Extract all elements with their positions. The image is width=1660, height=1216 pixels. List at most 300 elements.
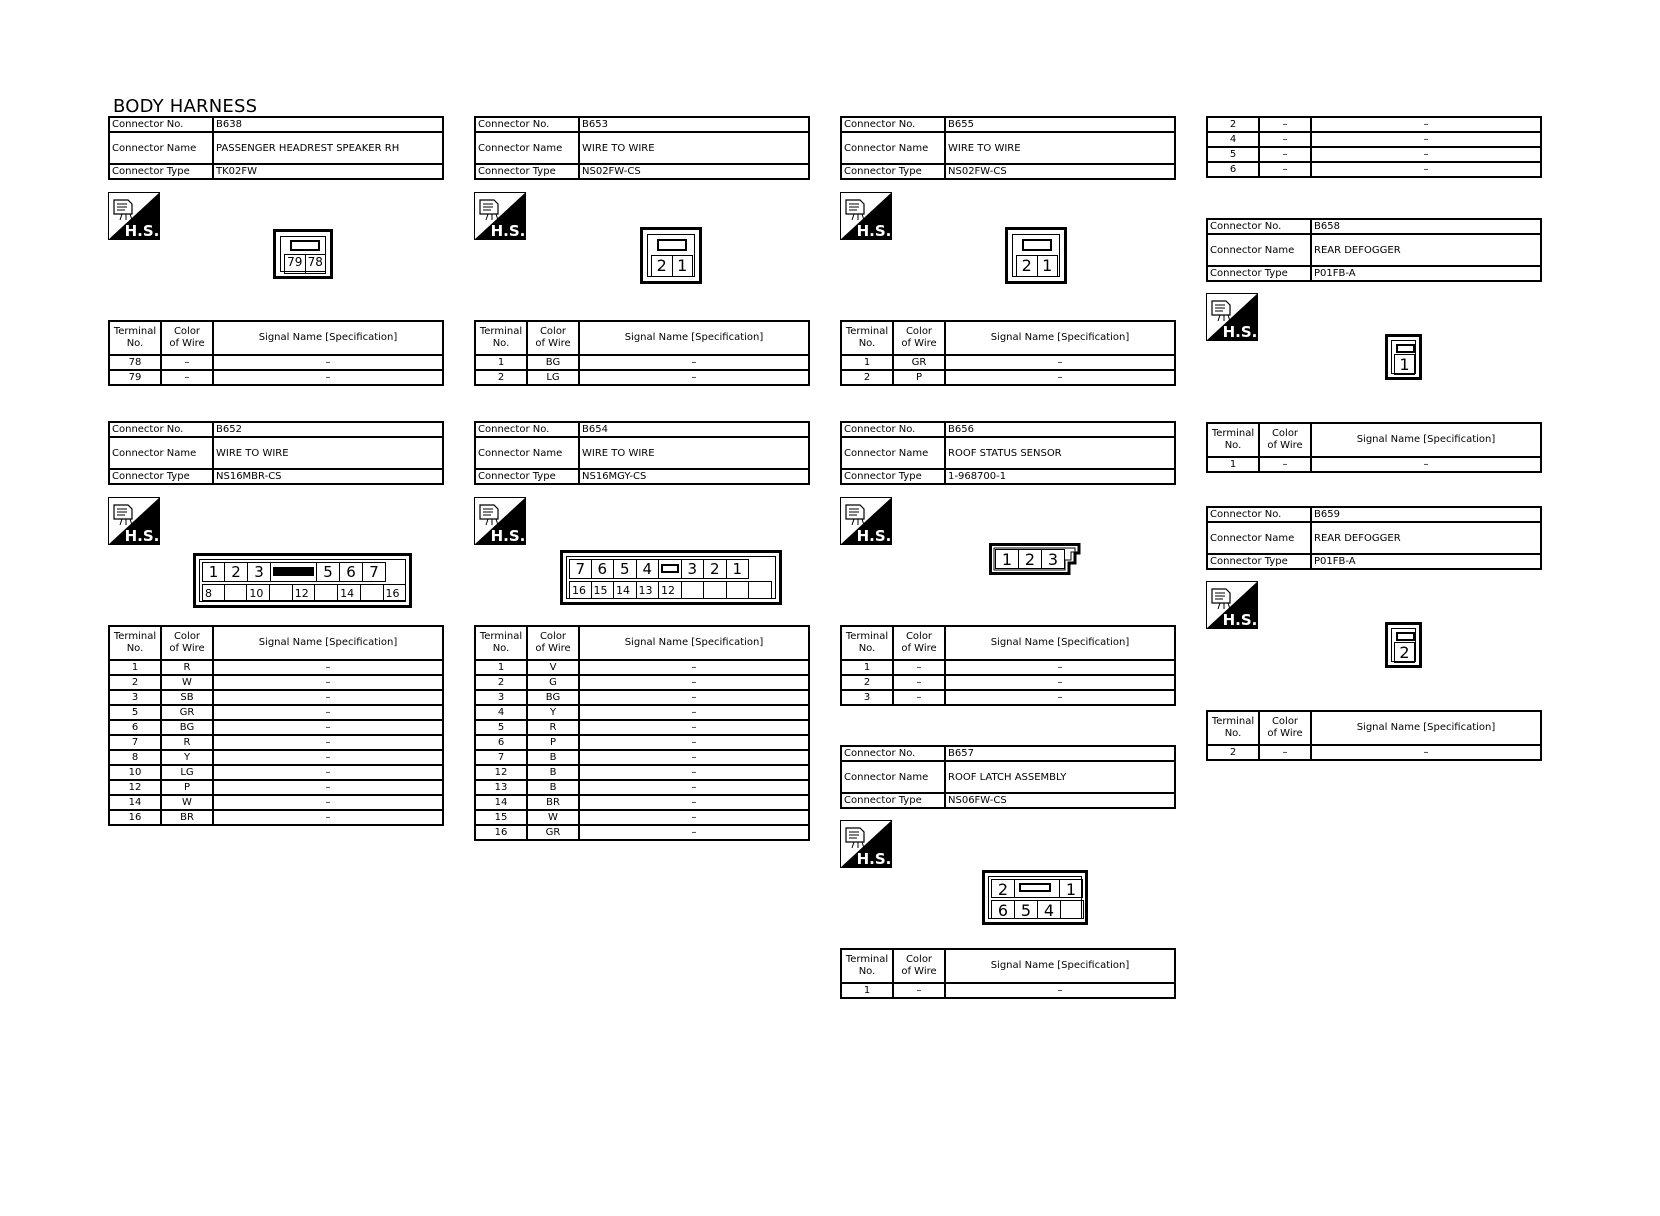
connector-name-value: WIRE TO WIRE bbox=[213, 437, 443, 469]
terminal-cell: 12 bbox=[475, 765, 527, 780]
table-row bbox=[841, 983, 1175, 998]
pin-label: 1 bbox=[727, 559, 750, 579]
col-color: Color of Wire bbox=[527, 626, 579, 660]
connector-type-value: P01FB-A bbox=[1311, 266, 1541, 281]
connector-type-value: 1-968700-1 bbox=[945, 469, 1175, 484]
terminal-cell: 2 bbox=[841, 675, 893, 690]
col-terminal: Terminal No. bbox=[109, 626, 161, 660]
connector-name-value: WIRE TO WIRE bbox=[945, 132, 1175, 164]
pin-label: 16 bbox=[384, 584, 407, 601]
pin-label: 2 bbox=[704, 559, 727, 579]
connector-name-label: Connector Name bbox=[841, 132, 945, 164]
wire-color-cell: R bbox=[527, 720, 579, 735]
wire-color-cell: Y bbox=[161, 750, 213, 765]
table-row bbox=[841, 370, 1175, 385]
terminal-cell: 79 bbox=[109, 370, 161, 385]
hs-badge-text: H.S. bbox=[1222, 611, 1258, 629]
col-color: Color of Wire bbox=[527, 321, 579, 355]
connector-no-value: B659 bbox=[1311, 507, 1541, 522]
terminal-table-b657 bbox=[840, 948, 1176, 999]
pin-label: 2 bbox=[991, 879, 1015, 898]
pin-label: 1 bbox=[202, 562, 225, 582]
pin-label: 1 bbox=[1042, 256, 1053, 275]
wire-color-cell: W bbox=[527, 810, 579, 825]
col-signal: Signal Name [Specification] bbox=[1311, 423, 1541, 457]
connector-no-label: Connector No. bbox=[841, 422, 945, 437]
terminal-cell: 6 bbox=[475, 735, 527, 750]
connector-type-label: Connector Type bbox=[841, 469, 945, 484]
signal-cell: – bbox=[213, 675, 443, 690]
terminal-cell: 1 bbox=[475, 355, 527, 370]
table-row bbox=[841, 355, 1175, 370]
signal-cell: – bbox=[945, 370, 1175, 385]
terminal-cell: 3 bbox=[109, 690, 161, 705]
col-signal: Signal Name [Specification] bbox=[213, 626, 443, 660]
terminal-cell: 3 bbox=[841, 690, 893, 705]
signal-cell: – bbox=[579, 825, 809, 840]
connector-b652-face bbox=[193, 553, 412, 608]
table-row bbox=[109, 690, 443, 705]
connector-name-label: Connector Name bbox=[109, 437, 213, 469]
table-row bbox=[109, 735, 443, 750]
connector-type-label: Connector Type bbox=[841, 793, 945, 808]
pin-label: 3 bbox=[248, 562, 271, 582]
signal-cell: – bbox=[579, 355, 809, 370]
connector-b658-info bbox=[1206, 218, 1542, 282]
table-row bbox=[1207, 162, 1541, 177]
connector-b657-info bbox=[840, 745, 1176, 809]
connector-name-value: ROOF STATUS SENSOR bbox=[945, 437, 1175, 469]
terminal-table-b658 bbox=[1206, 422, 1542, 473]
connector-no-label: Connector No. bbox=[109, 422, 213, 437]
col-terminal: Terminal No. bbox=[1207, 423, 1259, 457]
wire-color-cell: BG bbox=[527, 690, 579, 705]
terminal-cell: 5 bbox=[1207, 147, 1259, 162]
hs-badge-text: H.S. bbox=[490, 527, 526, 545]
connector-name-value: WIRE TO WIRE bbox=[579, 437, 809, 469]
wire-color-cell: BR bbox=[161, 810, 213, 825]
connector-b653-info bbox=[474, 116, 810, 180]
connector-type-value: P01FB-A bbox=[1311, 554, 1541, 569]
connector-type-value: NS02FW-CS bbox=[579, 164, 809, 179]
connector-b638-face bbox=[273, 229, 333, 279]
table-row bbox=[1207, 745, 1541, 760]
col-terminal: Terminal No. bbox=[841, 949, 893, 983]
table-row bbox=[1207, 457, 1541, 472]
wire-color-cell: B bbox=[527, 780, 579, 795]
connector-name-value: REAR DEFOGGER bbox=[1311, 234, 1541, 266]
connector-key bbox=[1015, 879, 1060, 898]
wire-color-cell: – bbox=[1259, 745, 1311, 760]
terminal-cell: 4 bbox=[475, 705, 527, 720]
pin-label: 14 bbox=[614, 581, 637, 599]
table-row bbox=[109, 750, 443, 765]
table-row bbox=[475, 735, 809, 750]
col-terminal: Terminal No. bbox=[1207, 711, 1259, 745]
connector-pin-row-bottom bbox=[569, 581, 772, 599]
signal-cell: – bbox=[213, 660, 443, 675]
connector-no-value: B653 bbox=[579, 117, 809, 132]
connector-no-value: B654 bbox=[579, 422, 809, 437]
table-row bbox=[109, 660, 443, 675]
wire-color-cell: R bbox=[161, 735, 213, 750]
wire-color-cell: – bbox=[161, 355, 213, 370]
connector-type-value: NS16MBR-CS bbox=[213, 469, 443, 484]
col-signal: Signal Name [Specification] bbox=[579, 321, 809, 355]
pin-label: 5 bbox=[614, 559, 637, 579]
pin-empty bbox=[315, 584, 338, 601]
hs-badge-text: H.S. bbox=[124, 527, 160, 545]
wire-color-cell: P bbox=[527, 735, 579, 750]
table-row bbox=[475, 795, 809, 810]
connector-b655-face bbox=[1005, 227, 1067, 284]
signal-cell: – bbox=[1311, 147, 1541, 162]
pin-label: 7 bbox=[363, 562, 386, 582]
col-terminal: Terminal No. bbox=[841, 626, 893, 660]
connector-b654-face bbox=[560, 550, 782, 605]
table-row bbox=[109, 810, 443, 825]
table-row bbox=[475, 765, 809, 780]
signal-cell: – bbox=[213, 795, 443, 810]
table-row bbox=[109, 355, 443, 370]
pin-label: 5 bbox=[1015, 900, 1038, 919]
wire-color-cell: – bbox=[1259, 457, 1311, 472]
connector-b659-info bbox=[1206, 506, 1542, 570]
col-terminal: Terminal No. bbox=[841, 321, 893, 355]
col-color: Color of Wire bbox=[1259, 423, 1311, 457]
table-row bbox=[1207, 147, 1541, 162]
harness-side-icon bbox=[1206, 581, 1258, 629]
wire-color-cell: W bbox=[161, 795, 213, 810]
terminal-cell: 12 bbox=[109, 780, 161, 795]
pin-label: 2 bbox=[652, 256, 673, 276]
connector-name-label: Connector Name bbox=[841, 761, 945, 793]
connector-b658-face bbox=[1385, 334, 1422, 380]
terminal-cell: 1 bbox=[1207, 457, 1259, 472]
connector-b653-face bbox=[640, 227, 702, 284]
signal-cell: – bbox=[579, 810, 809, 825]
wire-color-cell: – bbox=[1259, 147, 1311, 162]
wire-color-cell: LG bbox=[527, 370, 579, 385]
terminal-cell: 10 bbox=[109, 765, 161, 780]
connector-type-label: Connector Type bbox=[475, 164, 579, 179]
connector-pin-row-bottom bbox=[202, 584, 406, 601]
connector-b654-info bbox=[474, 421, 810, 485]
hs-badge-text: H.S. bbox=[856, 222, 892, 240]
pin-empty bbox=[727, 581, 750, 599]
table-row bbox=[475, 675, 809, 690]
terminal-cell: 4 bbox=[1207, 132, 1259, 147]
signal-cell: – bbox=[579, 750, 809, 765]
table-row bbox=[109, 705, 443, 720]
connector-b659-face bbox=[1385, 622, 1422, 668]
terminal-table-b656 bbox=[840, 625, 1176, 706]
harness-side-icon bbox=[840, 497, 892, 545]
hs-badge-text: H.S. bbox=[856, 850, 892, 868]
terminal-cell: 6 bbox=[1207, 162, 1259, 177]
connector-b656-info bbox=[840, 421, 1176, 485]
connector-no-value: B638 bbox=[213, 117, 443, 132]
signal-cell: – bbox=[945, 983, 1175, 998]
pin-empty bbox=[225, 584, 248, 601]
terminal-table-b655 bbox=[840, 320, 1176, 386]
signal-cell: – bbox=[213, 765, 443, 780]
pin-label: 3 bbox=[1042, 549, 1065, 569]
col-color: Color of Wire bbox=[1259, 711, 1311, 745]
connector-type-label: Connector Type bbox=[475, 469, 579, 484]
connector-type-label: Connector Type bbox=[1207, 554, 1311, 569]
connector-no-label: Connector No. bbox=[1207, 507, 1311, 522]
col-color: Color of Wire bbox=[161, 321, 213, 355]
terminal-cell: 2 bbox=[1207, 745, 1259, 760]
col-color: Color of Wire bbox=[893, 626, 945, 660]
connector-no-label: Connector No. bbox=[109, 117, 213, 132]
wire-color-cell: – bbox=[161, 370, 213, 385]
wire-color-cell: – bbox=[1259, 162, 1311, 177]
terminal-cell: 1 bbox=[109, 660, 161, 675]
connector-name-value: PASSENGER HEADREST SPEAKER RH bbox=[213, 132, 443, 164]
wire-color-cell: GR bbox=[893, 355, 945, 370]
connector-b652-info bbox=[108, 421, 444, 485]
pin-label: 79 bbox=[285, 255, 306, 273]
col-color: Color of Wire bbox=[893, 321, 945, 355]
signal-cell: – bbox=[213, 810, 443, 825]
col-signal: Signal Name [Specification] bbox=[213, 321, 443, 355]
connector-b656-face bbox=[989, 543, 1081, 575]
table-row bbox=[475, 355, 809, 370]
signal-cell: – bbox=[579, 765, 809, 780]
connector-name-label: Connector Name bbox=[475, 132, 579, 164]
terminal-cell: 15 bbox=[475, 810, 527, 825]
hs-badge-text: H.S. bbox=[856, 527, 892, 545]
connector-no-label: Connector No. bbox=[841, 746, 945, 761]
terminal-cell: 5 bbox=[109, 705, 161, 720]
terminal-cell: 1 bbox=[841, 983, 893, 998]
connector-no-value: B652 bbox=[213, 422, 443, 437]
pin-label: 78 bbox=[307, 255, 323, 269]
terminal-cell: 16 bbox=[109, 810, 161, 825]
connector-no-label: Connector No. bbox=[475, 117, 579, 132]
pin-empty bbox=[682, 581, 705, 599]
wire-color-cell: – bbox=[893, 675, 945, 690]
harness-side-icon bbox=[1206, 293, 1258, 341]
pin-empty bbox=[270, 584, 293, 601]
page-title: BODY HARNESS bbox=[113, 96, 258, 117]
table-row bbox=[109, 765, 443, 780]
pin-label: 16 bbox=[569, 581, 592, 599]
signal-cell: – bbox=[213, 720, 443, 735]
terminal-cell: 1 bbox=[475, 660, 527, 675]
connector-pin-row-top bbox=[569, 559, 749, 579]
pin-label: 7 bbox=[569, 559, 592, 579]
harness-side-icon bbox=[840, 192, 892, 240]
connector-name-value: WIRE TO WIRE bbox=[579, 132, 809, 164]
signal-cell: – bbox=[945, 675, 1175, 690]
wire-color-cell: GR bbox=[161, 705, 213, 720]
harness-side-icon bbox=[840, 820, 892, 868]
table-row bbox=[475, 750, 809, 765]
col-signal: Signal Name [Specification] bbox=[1311, 711, 1541, 745]
col-color: Color of Wire bbox=[893, 949, 945, 983]
connector-type-value: NS16MGY-CS bbox=[579, 469, 809, 484]
connector-no-label: Connector No. bbox=[1207, 219, 1311, 234]
pin-empty bbox=[361, 584, 384, 601]
pin-label: 1 bbox=[677, 256, 688, 275]
terminal-cell: 14 bbox=[109, 795, 161, 810]
signal-cell: – bbox=[579, 705, 809, 720]
pin-label: 1 bbox=[995, 549, 1019, 569]
signal-cell: – bbox=[213, 735, 443, 750]
wire-color-cell: B bbox=[527, 750, 579, 765]
signal-cell: – bbox=[579, 780, 809, 795]
harness-side-icon bbox=[108, 497, 160, 545]
pin-label: 2 bbox=[1017, 256, 1038, 276]
terminal-cell: 7 bbox=[475, 750, 527, 765]
pin-label: 8 bbox=[202, 584, 225, 601]
connector-no-label: Connector No. bbox=[475, 422, 579, 437]
terminal-table-b654 bbox=[474, 625, 810, 841]
table-row bbox=[1207, 117, 1541, 132]
pin-label: 6 bbox=[592, 559, 615, 579]
wire-color-cell: G bbox=[527, 675, 579, 690]
signal-cell: – bbox=[213, 750, 443, 765]
table-row bbox=[109, 675, 443, 690]
pin-label: 2 bbox=[1019, 549, 1042, 569]
signal-cell: – bbox=[579, 735, 809, 750]
pin-label: 10 bbox=[247, 584, 270, 601]
connector-type-value: NS02FW-CS bbox=[945, 164, 1175, 179]
signal-cell: – bbox=[213, 780, 443, 795]
hs-badge-text: H.S. bbox=[490, 222, 526, 240]
terminal-table-b659 bbox=[1206, 710, 1542, 761]
connector-name-value: ROOF LATCH ASSEMBLY bbox=[945, 761, 1175, 793]
connector-no-value: B657 bbox=[945, 746, 1175, 761]
table-row bbox=[475, 825, 809, 840]
connector-type-label: Connector Type bbox=[109, 469, 213, 484]
terminal-cell: 1 bbox=[841, 355, 893, 370]
wire-color-cell: BR bbox=[527, 795, 579, 810]
signal-cell: – bbox=[1311, 132, 1541, 147]
signal-cell: – bbox=[945, 660, 1175, 675]
signal-cell: – bbox=[1311, 162, 1541, 177]
terminal-cell: 2 bbox=[1207, 117, 1259, 132]
pin-label: 3 bbox=[682, 559, 705, 579]
pin-label: 13 bbox=[637, 581, 660, 599]
connector-no-label: Connector No. bbox=[841, 117, 945, 132]
wire-color-cell: P bbox=[161, 780, 213, 795]
signal-cell: – bbox=[579, 795, 809, 810]
terminal-table-b653 bbox=[474, 320, 810, 386]
signal-cell: – bbox=[1311, 117, 1541, 132]
wire-color-cell: BG bbox=[527, 355, 579, 370]
table-row bbox=[475, 705, 809, 720]
pin-label: 12 bbox=[659, 581, 682, 599]
pin-label: 4 bbox=[1038, 900, 1061, 919]
table-row bbox=[841, 675, 1175, 690]
signal-cell: – bbox=[579, 660, 809, 675]
col-signal: Signal Name [Specification] bbox=[945, 626, 1175, 660]
wire-color-cell: – bbox=[893, 690, 945, 705]
table-row bbox=[475, 660, 809, 675]
connector-name-label: Connector Name bbox=[841, 437, 945, 469]
pin-empty bbox=[749, 581, 772, 599]
pin-empty bbox=[1061, 900, 1084, 919]
terminal-cell: 2 bbox=[109, 675, 161, 690]
connector-name-label: Connector Name bbox=[109, 132, 213, 164]
connector-type-label: Connector Type bbox=[841, 164, 945, 179]
connector-name-label: Connector Name bbox=[1207, 234, 1311, 266]
connector-name-value: REAR DEFOGGER bbox=[1311, 522, 1541, 554]
connector-name-label: Connector Name bbox=[1207, 522, 1311, 554]
terminal-cell: 8 bbox=[109, 750, 161, 765]
signal-cell: – bbox=[213, 355, 443, 370]
col-signal: Signal Name [Specification] bbox=[945, 321, 1175, 355]
wire-color-cell: Y bbox=[527, 705, 579, 720]
connector-no-value: B658 bbox=[1311, 219, 1541, 234]
terminal-cell: 6 bbox=[109, 720, 161, 735]
pin-label: 5 bbox=[317, 562, 340, 582]
connector-key bbox=[659, 559, 682, 579]
connector-type-value: NS06FW-CS bbox=[945, 793, 1175, 808]
connector-b655-info bbox=[840, 116, 1176, 180]
wire-color-cell: – bbox=[893, 983, 945, 998]
terminal-cell: 16 bbox=[475, 825, 527, 840]
wire-color-cell: – bbox=[1259, 117, 1311, 132]
table-row bbox=[109, 370, 443, 385]
connector-name-label: Connector Name bbox=[475, 437, 579, 469]
table-row bbox=[1207, 132, 1541, 147]
table-row bbox=[109, 780, 443, 795]
table-row bbox=[109, 720, 443, 735]
wire-color-cell: SB bbox=[161, 690, 213, 705]
col-signal: Signal Name [Specification] bbox=[945, 949, 1175, 983]
pin-label: 14 bbox=[338, 584, 361, 601]
terminal-cell: 78 bbox=[109, 355, 161, 370]
harness-side-icon bbox=[474, 192, 526, 240]
terminal-cell: 2 bbox=[841, 370, 893, 385]
terminal-cell: 14 bbox=[475, 795, 527, 810]
connector-type-label: Connector Type bbox=[1207, 266, 1311, 281]
hs-badge-text: H.S. bbox=[124, 222, 160, 240]
connector-key bbox=[271, 562, 317, 582]
table-row bbox=[475, 780, 809, 795]
table-row bbox=[475, 370, 809, 385]
terminal-cell: 1 bbox=[841, 660, 893, 675]
col-terminal: Terminal No. bbox=[109, 321, 161, 355]
connector-type-value: TK02FW bbox=[213, 164, 443, 179]
pin-label: 15 bbox=[592, 581, 615, 599]
table-row bbox=[475, 690, 809, 705]
signal-cell: – bbox=[213, 370, 443, 385]
signal-cell: – bbox=[213, 705, 443, 720]
col-terminal: Terminal No. bbox=[475, 321, 527, 355]
connector-type-label: Connector Type bbox=[109, 164, 213, 179]
connector-b657-face bbox=[982, 870, 1088, 925]
wire-color-cell: – bbox=[893, 660, 945, 675]
signal-cell: – bbox=[945, 355, 1175, 370]
table-row bbox=[475, 810, 809, 825]
connector-b638-info bbox=[108, 116, 444, 180]
wire-color-cell: GR bbox=[527, 825, 579, 840]
terminal-table-b657-continued bbox=[1206, 116, 1542, 178]
connector-pin-row-top bbox=[202, 562, 386, 582]
pin-label: 6 bbox=[991, 900, 1015, 919]
wire-color-cell: R bbox=[161, 660, 213, 675]
pin-label: 1 bbox=[1060, 879, 1083, 898]
wire-color-cell: LG bbox=[161, 765, 213, 780]
wire-color-cell: W bbox=[161, 675, 213, 690]
terminal-cell: 3 bbox=[475, 690, 527, 705]
